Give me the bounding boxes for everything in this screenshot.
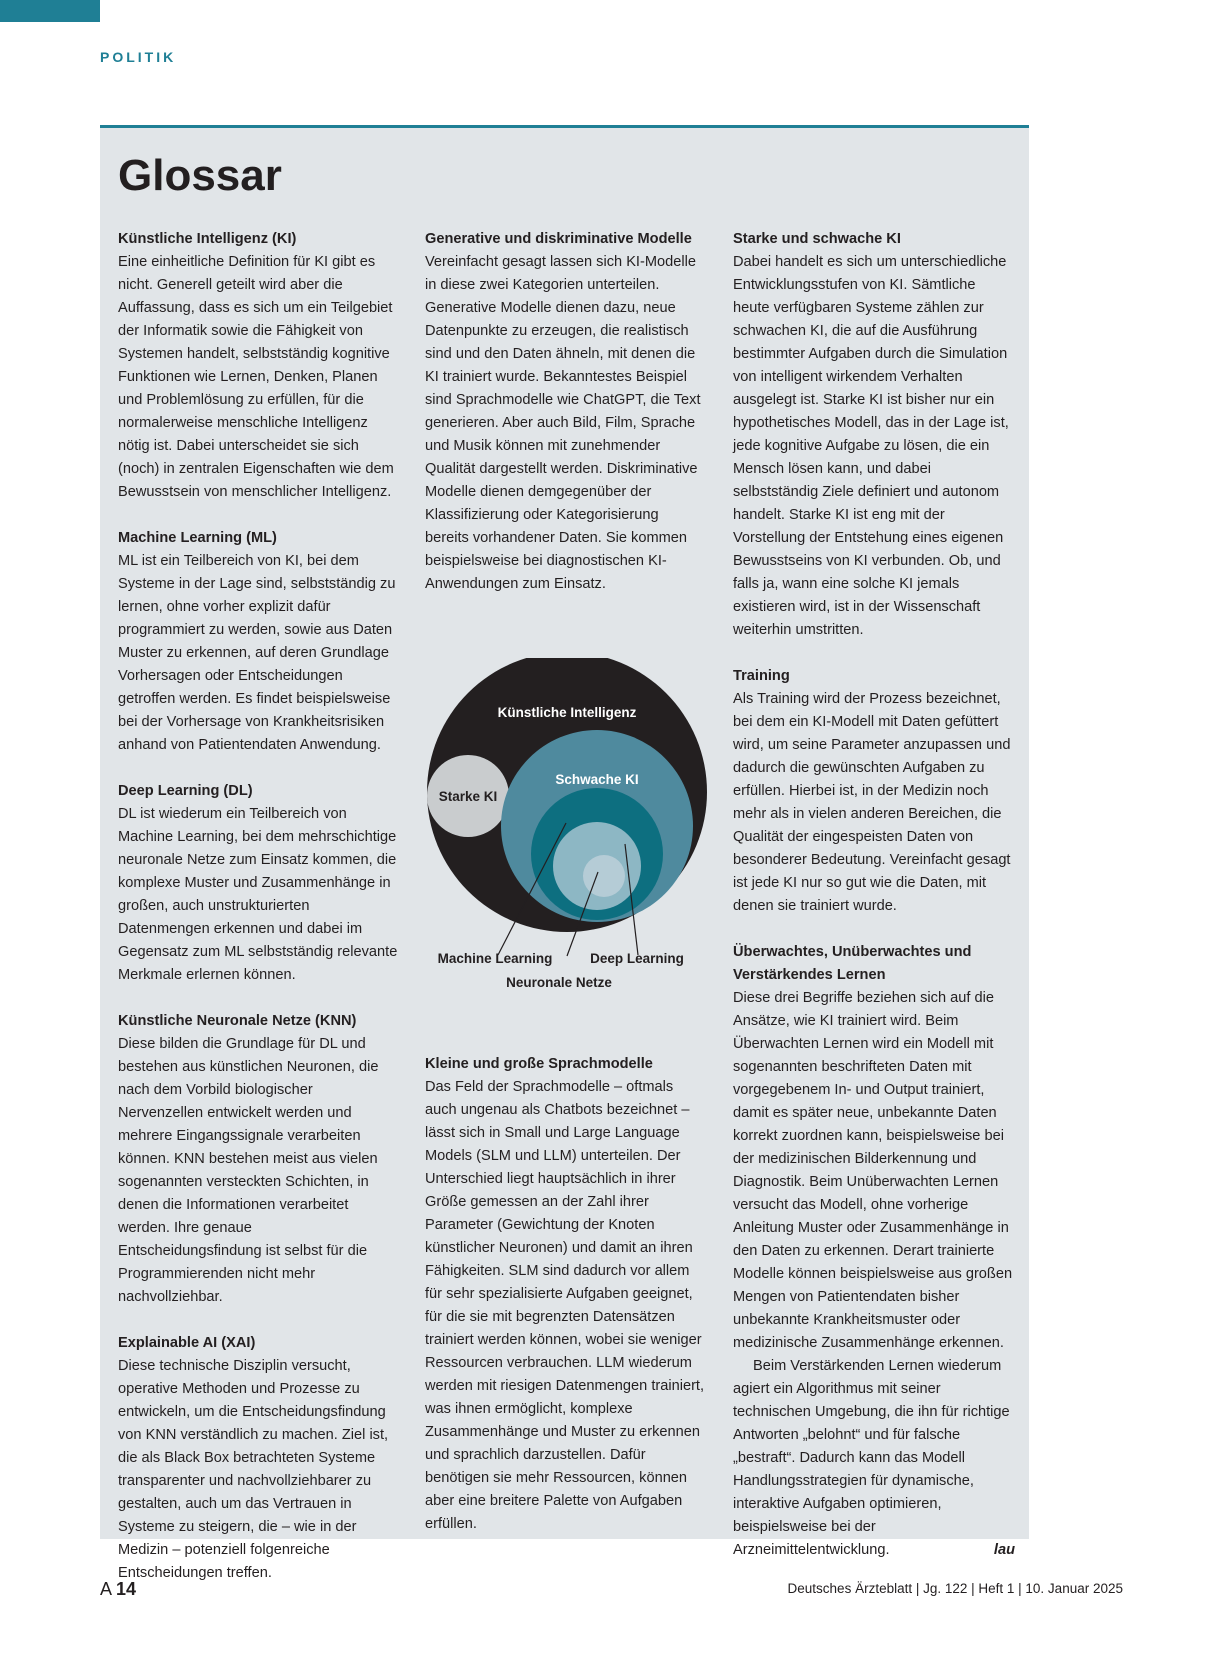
nn-label: Neuronale Netze	[506, 975, 612, 990]
entry-text: Diese drei Begriffe beziehen sich auf die Ansätze, wie KI trainiert wird. Beim Überwachten Lernen wird ein Modell mit sogenannten beschrifteten Daten mit vorgegebenem In- und Output trainiert, damit es später neue, unbekannte Daten korrekt zuordnen kann, beispielsweise bei der medizinischen Bilderkennung und Diagnostik. Beim Unüberwachten Lernen versucht das Modell, ohne vorherige Anleitung Muster oder Zusammenhänge in den Daten zu erkennen. Derart trainierte Modelle können beispielsweise aus großen Mengen von Patientendaten bisher unbekannte Krankheitsmuster oder medizinische Zusammenhänge erkennen.	[733, 990, 1013, 1351]
entry-heading: Explainable AI (XAI)	[118, 1335, 256, 1351]
page-title: Glossar	[118, 151, 282, 200]
column-2	[425, 228, 705, 619]
entry-heading: Training	[733, 668, 790, 684]
glossary-entry-generative	[425, 228, 705, 596]
page-number	[100, 1579, 136, 1600]
section-label: POLITIK	[100, 49, 177, 65]
weak-ki-label: Schwache KI	[555, 772, 639, 787]
entry-heading: Machine Learning (ML)	[118, 530, 277, 546]
entry-text-continued	[733, 1355, 1015, 1562]
glossary-entry-lernen	[733, 941, 1015, 1562]
entry-heading: Kleine und große Sprachmodelle	[425, 1056, 653, 1072]
journal-citation: Deutsches Ärzteblatt | Jg. 122 | Heft 1 | 10. Januar 2025	[787, 1581, 1123, 1596]
entry-heading: Überwachtes, Unüberwachtes und Verstärkendes Lernen	[733, 944, 972, 983]
entry-heading: Deep Learning (DL)	[118, 783, 253, 799]
glossary-entry-ki	[118, 228, 398, 504]
glossary-entry-dl	[118, 780, 398, 987]
entry-text: Als Training wird der Prozess bezeichnet, bei dem ein KI-Modell mit Daten gefüttert wird, um seine Parameter anzupassen und dadurch die gewünschten Aufgaben zu erfüllen. Hierbei ist, in der Medizin noch mehr als in vielen anderen Bereichen, die Qualität der eingespeisten Daten von besonderer Bedeutung. Vereinfacht gesagt ist jede KI nur so gut wie die Daten, mit denen sie trainiert wurde.	[733, 691, 1011, 914]
entry-text: Diese technische Disziplin versucht, operative Methoden und Prozesse zu entwickeln, um die Entscheidungsfindung von KNN verständlich zu machen. Ziel ist, die als Black Box betrachteten Systeme transparenter und nachvollziehbarer zu gestalten, auch um das Vertrauen in Systeme zu steigern, die – wie in der Medizin – potenziell folgenreiche Entscheidungen treffen.	[118, 1358, 389, 1581]
entry-heading: Starke und schwache KI	[733, 231, 901, 247]
entry-heading: Generative und diskriminative Modelle	[425, 231, 692, 247]
author-initials: lau	[993, 1542, 1015, 1558]
entry-heading: Künstliche Neuronale Netze (KNN)	[118, 1013, 357, 1029]
glossary-entry-training	[733, 665, 1015, 918]
column-3	[733, 228, 1015, 1585]
glossary-entry-ml	[118, 527, 398, 757]
entry-text: ML ist ein Teilbereich von KI, bei dem Systeme in der Lage sind, selbstständig zu lernen, ohne vorher explizit dafür programmiert zu werden, sowie aus Daten Muster zu erkennen, auf deren Grundlage Vorhersagen oder Entscheidungen getroffen werden. Es findet beispielsweise bei der Vorhersage von Krankheitsrisiken anhand von Patientendaten Anwendung.	[118, 553, 396, 753]
entry-text: Vereinfacht gesagt lassen sich KI-Modelle in diese zwei Kategorien unterteilen. Generative Modelle dienen dazu, neue Datenpunkte zu erzeugen, die realistisch sind und den Daten ähneln, mit denen die KI trainiert wurde. Bekanntestes Beispiel sind Sprachmodelle wie ChatGPT, die Text generieren. Aber auch Bild, Film, Sprache und Musik können mit zunehmender Qualität dargestellt werden. Diskriminative Modelle dienen demgegenüber der Klassifizierung oder Kategorisierung bereits vorhandener Daten. Sie kommen beispielsweise bei diagnostischen KI-Anwendungen zum Einsatz.	[425, 254, 701, 592]
entry-heading: Künstliche Intelligenz (KI)	[118, 231, 297, 247]
entry-text: Das Feld der Sprachmodelle – oftmals auch ungenau als Chatbots bezeichnet – lässt sich in Small und Large Language Models (SLM und LLM) unterteilen. Der Unterschied liegt hauptsächlich in ihrer Größe gemessen an der Zahl ihrer Parameter (Gewichtung der Knoten künstlicher Neuronen) und damit an ihren Fähigkeiten. SLM sind dadurch vor allem für sehr spezialisierte Aufgaben geeignet, für die sie mit begrenzten Datensätzen trainiert werden können, wobei sie weniger Ressourcen verbrauchen. LLM wiederum werden mit riesigen Datenmengen trainiert, was ihnen ermöglicht, komplexe Zusammenhänge und Muster zu erkennen und sprachlich darzustellen. Dafür benötigen sie mehr Ressourcen, können aber eine breitere Palette von Aufgaben erfüllen.	[425, 1079, 705, 1532]
entry-text-2: Beim Verstärkenden Lernen wiederum agiert ein Algorithmus mit seiner technischen Umgebung, die ihn für richtige Antworten „belohnt“ und für falsche „bestraft“. Dadurch kann das Modell Handlungsstrategien für dynamische, interaktive Aufgaben optimieren, beispielsweise bei der Arzneimittelentwicklung.	[733, 1358, 1010, 1558]
strong-ki-label: Starke KI	[438, 789, 498, 804]
entry-text: Diese bilden die Grundlage für DL und bestehen aus künstlichen Neuronen, die nach dem Vorbild biologischer Nervenzellen entwickelt werden und mehrere Eingangssignale verarbeiten können. KNN bestehen meist aus vielen sogenannten versteckten Schichten, in denen die Informationen verarbeitet werden. Ihre genaue Entscheidungsfindung ist selbst für die Programmierenden nicht mehr nachvollziehbar.	[118, 1036, 379, 1305]
ai-hierarchy-diagram	[420, 658, 720, 1018]
entry-text: Dabei handelt es sich um unterschiedliche Entwicklungsstufen von KI. Sämtliche heute verfügbaren Systeme zählen zur schwachen KI, die auf die Ausführung bestimmter Aufgaben durch die Simulation von intelligent wirkendem Verhalten ausgelegt ist. Starke KI ist bisher nur ein hypothetisches Modell, das in der Lage ist, jede kognitive Aufgabe zu lösen, die ein Mensch lösen kann, und dabei selbstständig Ziele definiert und autonom handelt. Starke KI ist eng mit der Vorstellung der Entstehung eines eigenen Bewusstseins von KI verbunden. Ob, und falls ja, wann eine solche KI jemals existieren wird, ist in der Wissenschaft weiterhin umstritten.	[733, 254, 1009, 638]
glossary-entry-starke-schwache-ki	[733, 228, 1015, 642]
glossary-entry-xai	[118, 1332, 398, 1585]
dl-label: Deep Learning	[590, 951, 684, 966]
corner-accent-bar	[0, 0, 100, 22]
page-number-value: 14	[116, 1579, 137, 1599]
ki-outer-label: Künstliche Intelligenz	[497, 705, 637, 720]
column-2-lower	[425, 1053, 705, 1559]
entry-text: DL ist wiederum ein Teilbereich von Machine Learning, bei dem mehrschichtige neuronale Netze zum Einsatz kommen, die komplexe Muster und Zusammenhänge in großen, auch unstrukturierten Datenmengen erkennen und dabei im Gegensatz zum ML selbstständig relevante Merkmale erlernen können.	[118, 806, 398, 983]
glossary-entry-knn	[118, 1010, 398, 1309]
column-1	[118, 228, 398, 1608]
ml-label: Machine Learning	[437, 951, 553, 966]
glossary-entry-sprachmodelle	[425, 1053, 705, 1536]
entry-text: Eine einheitliche Definition für KI gibt es nicht. Generell geteilt wird aber die Auffassung, dass es sich um ein Teilgebiet der Informatik sowie die Fähigkeit von Systemen handelt, selbstständig kognitive Funktionen wie Lernen, Denken, Planen und Problemlösung zu erfüllen, für die normalerweise menschliche Intelligenz nötig ist. Dabei unterscheidet sie sich (noch) in zentralen Eigenschaften wie dem Bewusstsein von menschlicher Intelligenz.	[118, 254, 394, 500]
dl-circle	[583, 855, 625, 897]
page-prefix: A	[100, 1579, 112, 1599]
